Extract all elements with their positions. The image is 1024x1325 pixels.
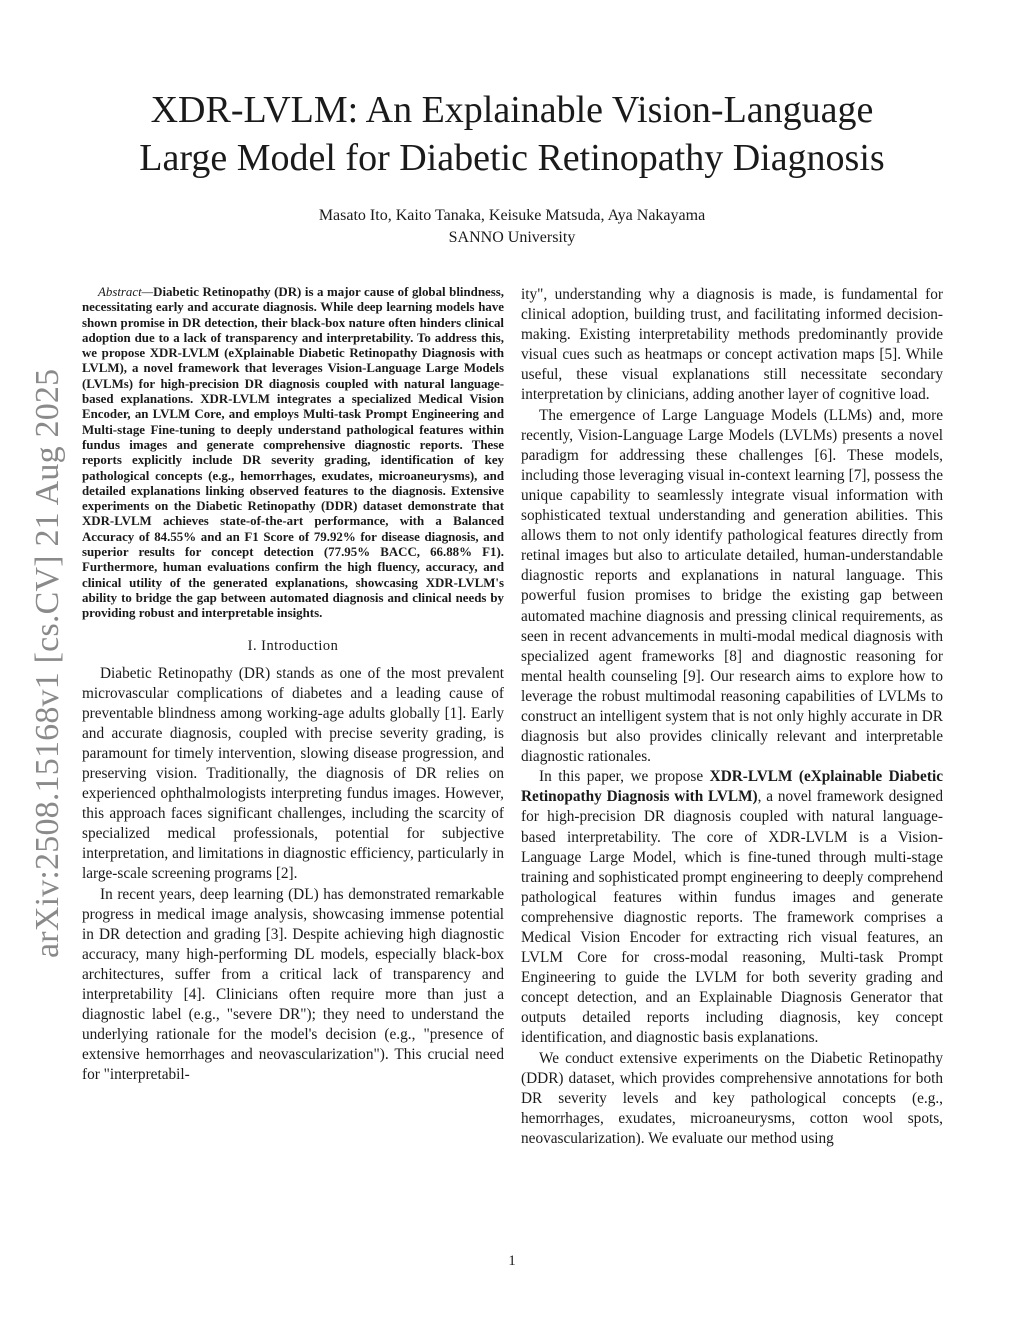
para4-after: , a novel framework designed for high-precision DR diagnosis coupled with natural language-based interpretability. The core of XDR-LVLM is a Vision-Language Large Model, which is fine-tuned through multi-stage training and sophisticated prompt engineering to deeply comprehend pathological features within fundus images and generate comprehensive diagnostic reports. The framework comprises a Medical Vision Encoder for extracting rich visual features, an LVLM Core for cross-modal reasoning, Multi-task Prompt Engineering to guide the LVLM for both severity grading and concept detection, and an Explainable Diagnosis Generator that outputs detailed reports including diagnosis, key concept identification, and diagnostic basis explanations. — [521, 788, 943, 1047]
abstract-lead: Abstract— — [98, 285, 154, 299]
title-line-2: Large Model for Diabetic Retinopathy Diagnosis — [139, 137, 885, 179]
intro-paragraph-3: The emergence of Large Language Models (LLMs) and, more recently, Vision-Language Large Models (LVLMs) presents a novel paradigm for addressing these challenges [6]. These models, including those leveraging visual in-context learning [7], possess the unique capability to seamlessly integrate visual information with sophisticated textual understanding and generation abilities. This allows them to not only identify pathological features directly from retinal images but also to articulate detailed, human-understandable diagnostic reports and explanations in natural language. This powerful fusion promises to bridge the existing gap between automated machine diagnosis and pressing clinical requirements, as seen in recent advancements in multi-modal medical diagnosis with specialized agent frameworks [8] and diagnostic reasoning for mental health counseling [9]. Our research aims to explore how to leverage the robust multimodal reasoning capabilities of LVLMs to construct an intelligent system that is not only highly accurate in DR diagnosis but also provides clinically relevant and interpretable diagnostic rationales. — [521, 406, 943, 766]
right-column — [521, 285, 943, 1149]
abstract-text: Diabetic Retinopathy (DR) is a major cause of global blindness, necessitating early and accurate diagnosis. While deep learning models have shown promise in DR detection, their black-box nature often hinders clinical adoption due to a lack of transparency and interpretability. To address this, we propose XDR-LVLM (eXplainable Diabetic Retinopathy Diagnosis with LVLM), a novel framework that leverages Vision-Language Large Models (LVLMs) for high-precision DR diagnosis coupled with natural language-based explanations. XDR-LVLM integrates a specialized Medical Vision Encoder, an LVLM Core, and employs Multi-task Prompt Engineering and Multi-stage Fine-tuning to deeply understand pathological features within fundus images and generate comprehensive diagnostic reports. These reports explicitly include DR severity grading, identification of key pathological concepts (e.g., hemorrhages, exudates, microaneurysms), and detailed explanations linking observed features to the diagnosis. Extensive experiments on the Diabetic Retinopathy (DDR) dataset demonstrate that XDR-LVLM achieves state-of-the-art performance, with a Balanced Accuracy of 84.55% and an F1 Score of 79.92% for disease diagnosis, and superior results for concept detection (77.95% BACC, 66.88% F1). Furthermore, human evaluations confirm the high fluency, accuracy, and clinical utility of the generated explanations, showcasing XDR-LVLM's ability to bridge the gap between automated diagnosis and clinical needs by providing robust and interpretable insights. — [82, 285, 504, 621]
intro-paragraph-1: Diabetic Retinopathy (DR) stands as one of the most prevalent microvascular complications of diabetes and a leading cause of preventable blindness among working-age adults globally [1]. Early and accurate diagnosis, coupled with precise severity grading, is paramount for timely intervention, slowing disease progression, and preserving vision. Traditionally, the diagnosis of DR relies on experienced ophthalmologists interpreting fundus images. However, this approach faces significant challenges, including the scarcity of specialized medical professionals, potential for subjective interpretation, and limitations in diagnostic efficiency, particularly in large-scale screening programs [2]. — [82, 664, 504, 883]
para4-before: In this paper, we propose — [539, 768, 710, 786]
intro-paragraph-2: In recent years, deep learning (DL) has demonstrated remarkable progress in medical image analysis, showcasing immense potential in DR detection and grading [3]. Despite achieving high diagnostic accuracy, many high-performing DL models, especially black-box architectures, suffer from a critical lack of transparency and interpretability [4]. Clinicians often require more than just a diagnostic label (e.g., "severe DR"); they need to understand the underlying rationale for the model's decision (e.g., "presence of extensive hemorrhages and neovascularization"). This crucial need for "interpretabil- — [82, 885, 504, 1084]
page-number: 1 — [508, 1253, 516, 1269]
arxiv-identifier: arXiv:2508.15168v1 [cs.CV] 21 Aug 2025 — [29, 368, 66, 958]
title-line-1: XDR-LVLM: An Explainable Vision-Language — [150, 89, 874, 131]
author-affiliation: SANNO University — [448, 229, 576, 246]
author-names: Masato Ito, Kaito Tanaka, Keisuke Matsuda, Aya Nakayama — [318, 207, 706, 224]
intro-paragraph-4 — [521, 767, 943, 1048]
left-column — [82, 285, 504, 1086]
para4-bold-name: XDR-LVLM (eXplainable Diabetic Retinopathy Diagnosis with LVLM) — [521, 768, 943, 806]
intro-paragraph-2-continued: ity", understanding why a diagnosis is made, is fundamental for clinical adoption, building trust, and facilitating informed decision-making. Existing interpretability methods predominantly provide visual cues such as heatmaps or concept activation maps [5]. While useful, these visual explanations still necessitate secondary interpretation by clinicians, adding another layer of cognitive load. — [521, 286, 943, 404]
intro-paragraph-5: We conduct extensive experiments on the Diabetic Retinopathy (DDR) dataset, which provides comprehensive annotations for both DR severity levels and key pathological concepts (e.g., hemorrhages, exudates, microaneurysms, cotton wool spots, neovascularization). We evaluate our method using — [521, 1049, 943, 1147]
abstract — [82, 285, 504, 622]
author-block — [80, 205, 944, 249]
paper-title — [80, 86, 944, 182]
section-heading-introduction: I. Introduction — [247, 637, 339, 654]
